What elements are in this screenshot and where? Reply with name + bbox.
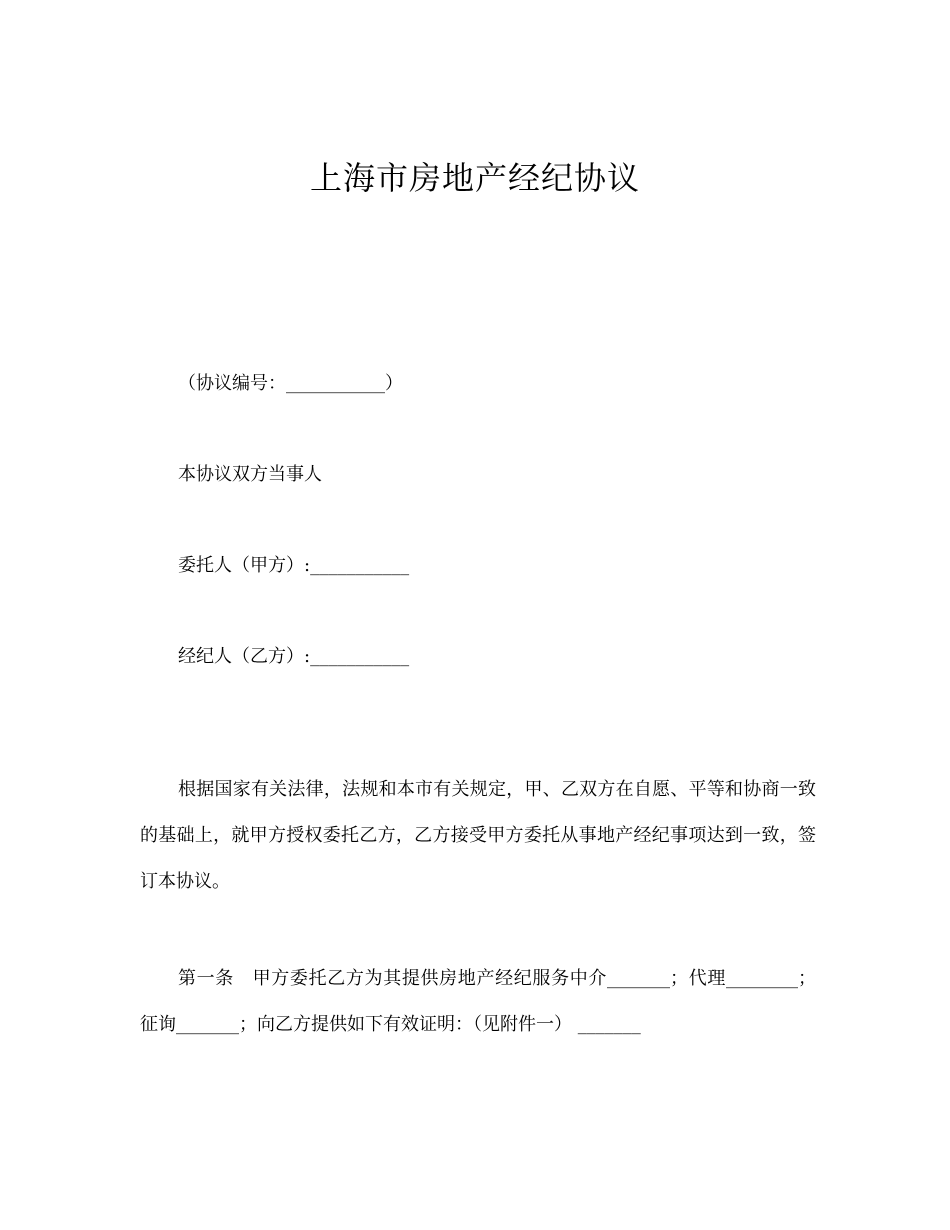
principal-party-line: 委托人（甲方）:___________ [178,555,410,576]
preamble-paragraph: 根据国家有关法律，法规和本市有关规定，甲、乙双方在自愿、平等和协商一致的基础上，就甲方授权委托乙方，乙方接受甲方委托从事地产经纪事项达到一致，签订本协议。 [140,779,816,892]
broker-party-line: 经纪人（乙方）:___________ [178,646,410,667]
article-one-paragraph: 第一条 甲方委托乙方为其提供房地产经纪服务中介_______；代理________；征询_______；向乙方提供如下有效证明：（见附件一） _______ [140,968,816,1035]
parties-heading: 本协议双方当事人 [178,464,322,485]
agreement-number: （协议编号：___________） [178,373,403,394]
document-title: 上海市房地产经纪协议 [309,159,640,197]
